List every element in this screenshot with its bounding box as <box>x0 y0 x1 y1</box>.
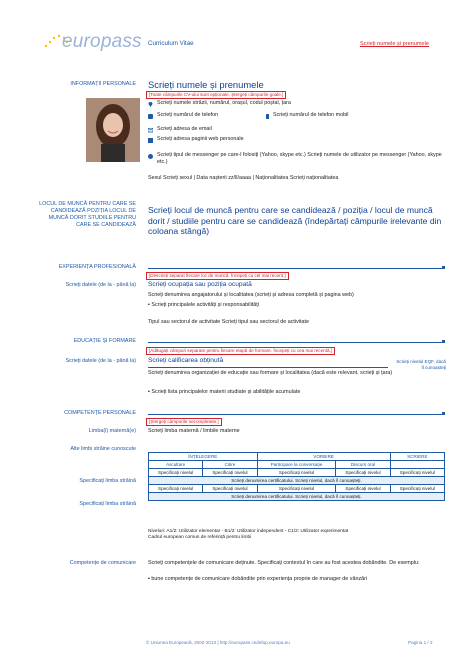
address: Scrieți numele străzii, numărul, orașul, codul poștal, țara <box>157 100 291 106</box>
level-cell[interactable]: Specificați nivelul <box>149 485 203 493</box>
education-dates: Scrieți datele (de la - până la) <box>65 358 136 364</box>
experience-note: [Descrieți separat fiecare loc de muncă. Începeți cu cel mai recent.] <box>146 272 289 280</box>
mother-tongue-value: Scrieți limba maternă / limbile materne <box>148 428 240 434</box>
level-cell[interactable]: Specificați nivelul <box>390 469 444 477</box>
skills-rule <box>148 414 445 415</box>
experience-bullet: ▪ Scrieți principalele activități și responsabilități <box>148 302 259 308</box>
sub-production: Discurs oral <box>336 461 390 469</box>
header-writing: SCRIERE <box>390 453 444 461</box>
level-cell[interactable]: Specificați nivelul <box>336 485 390 493</box>
experience-title[interactable]: Scrieți ocupația sau poziția ocupată <box>148 281 252 288</box>
location-icon <box>148 102 153 107</box>
other-languages-label: Alte limbi străine cunoscute <box>70 446 136 452</box>
email[interactable]: Scrieți adresa de email <box>157 126 212 132</box>
europass-logo <box>40 30 142 54</box>
education-rule <box>148 342 445 343</box>
education-org: Scrieți denumirea organizației de educație sau formare și localitatea (dacă este relevant, scrieți și țara) <box>148 370 393 376</box>
job-label: LOCUL DE MUNCĂ PENTRU CARE SE CANDIDEAZĂ POZIȚIA LOCUL DE MUNCĂ DORIT STUDIILE PENTRU CARE SE CANDIDEAZĂ <box>39 201 136 228</box>
skills-note: [Ștergeți câmpurile necompletate.] <box>146 418 222 426</box>
job-text[interactable]: Scrieți locul de muncă pentru care se candidează / poziția / locul de muncă dorit / studiile pentru care se candidează (îndepărtați câmpurile irelevante din coloana stângă) <box>148 205 442 236</box>
mother-tongue-label: Limba(i) maternă(e) <box>88 428 136 434</box>
avatar-photo-icon <box>86 98 140 162</box>
education-subrule <box>148 367 388 368</box>
messenger-icon <box>148 154 153 159</box>
level-cell[interactable]: Specificați nivelul <box>390 485 444 493</box>
certificate-cell[interactable]: Scrieți denumirea certificatului. Scrieți nivelul, dacă îl cunoașteți. <box>149 493 445 501</box>
avatar <box>86 98 140 162</box>
footer-left: © Uniunea Europeană, 2002-2013 | http://europass.cedefop.europa.eu <box>146 640 290 645</box>
education-note: [Adăugați câmpuri separate pentru fiecare etapă de formare. Începeți cu cea mai recentă.] <box>146 347 335 355</box>
language-table <box>148 452 445 501</box>
level-cell[interactable]: Specificați nivelul <box>257 485 336 493</box>
skills-marker <box>442 412 445 415</box>
level-cell[interactable]: Specificați nivelul <box>149 469 203 477</box>
certificate-cell[interactable]: Scrieți denumirea certificatului. Scrieți nivelul, dacă îl cunoașteți. <box>149 477 445 485</box>
communication-text: Scrieți competențele de comunicare deținute. Specificați contextul în care au fost acestea dobândite. De exemplu: <box>148 560 420 566</box>
sub-listening: Ascultare <box>149 461 203 469</box>
demographics: Sexul Scrieți sexul | Data nașterii zz/ll/aaaa | Naționalitatea Scrieți naționalitatea <box>148 175 339 181</box>
table-row <box>149 493 445 501</box>
optional-note: [Toate câmpurile CV-ului sunt opționale. Ștergeți câmpurile goale.] <box>146 91 286 99</box>
sub-interaction: Participare la conversație <box>257 461 336 469</box>
footer-right: Pagina 1 / 2 <box>408 640 433 645</box>
education-eqf: Scrieți nivelul EQF, dacă îl cunoașteți <box>396 359 446 370</box>
language-row-label: Specificați limba străină <box>79 478 136 484</box>
cefr-link[interactable]: Cadrul european comun de referință pentru limbi <box>148 535 252 540</box>
email-icon <box>148 128 153 133</box>
table-row <box>149 485 445 493</box>
experience-rule <box>148 268 445 269</box>
skills-label: COMPETENȚE PERSONALE <box>64 410 136 416</box>
website[interactable]: Scrieți adresa paginii web personale <box>157 136 244 142</box>
level-cell[interactable]: Specificați nivelul <box>257 469 336 477</box>
education-title[interactable]: Scrieți calificarea obținută <box>148 357 224 364</box>
phone-icon <box>148 114 153 119</box>
cv-title: Curriculum Vitae <box>148 40 194 47</box>
table-row <box>149 477 445 485</box>
communication-bullet: ▪ bune competențe de comunicare dobândite prin experiența proprie de manager de vânzări <box>148 576 368 582</box>
language-row-label: Specificați limba străină <box>79 501 136 507</box>
person-name[interactable]: Scrieți numele și prenumele <box>148 79 264 90</box>
messenger: Scrieți tipul de messenger pe care-l folosiți (Yahoo, skype etc.) Scrieți numele de utilizator pe messenger (Yahoo, skype etc.) <box>157 152 442 165</box>
experience-dates: Scrieți datele (de la - până la) <box>65 282 136 288</box>
levels-legend: Niveluri: A1/2: Utilizator elementar - B1/2: Utilizator independent - C1/2: Utilizator experimentat <box>148 529 349 534</box>
logo-text: europass <box>62 31 142 52</box>
mobile-icon <box>265 114 270 119</box>
experience-marker <box>442 266 445 269</box>
experience-label: EXPERIENȚA PROFESIONALĂ <box>58 264 136 270</box>
phone: Scrieți numărul de telefon <box>157 112 219 118</box>
header-speaking: VORBIRE <box>257 453 390 461</box>
communication-label: Competențe de comunicare <box>69 560 136 566</box>
experience-sector: Tipul sau sectorul de activitate Scrieți tipul sau sectorul de activitate <box>148 319 309 325</box>
experience-employer: Scrieți denumirea angajatorului și localitatea (scrieți și adresa completă și pagina web) <box>148 292 354 298</box>
level-cell[interactable]: Specificați nivelul <box>203 485 257 493</box>
education-label: EDUCAȚIE ȘI FORMARE <box>73 338 136 344</box>
education-marker <box>442 340 445 343</box>
mobile: Scrieți numărul de telefon mobil <box>273 112 349 118</box>
education-bullet: ▪ Scrieți lista principalelor materii studiate și abilitățile acumulate <box>148 389 301 395</box>
table-row <box>149 469 445 477</box>
personal-label: INFORMAȚII PERSONALE <box>70 81 136 87</box>
header-understanding: ÎNȚELEGERE <box>149 453 258 461</box>
level-cell[interactable]: Specificați nivelul <box>203 469 257 477</box>
level-cell[interactable]: Specificați nivelul <box>336 469 390 477</box>
web-icon <box>148 138 153 143</box>
header-name: Scrieți numele și prenumele <box>360 41 430 47</box>
sub-reading: Citire <box>203 461 257 469</box>
